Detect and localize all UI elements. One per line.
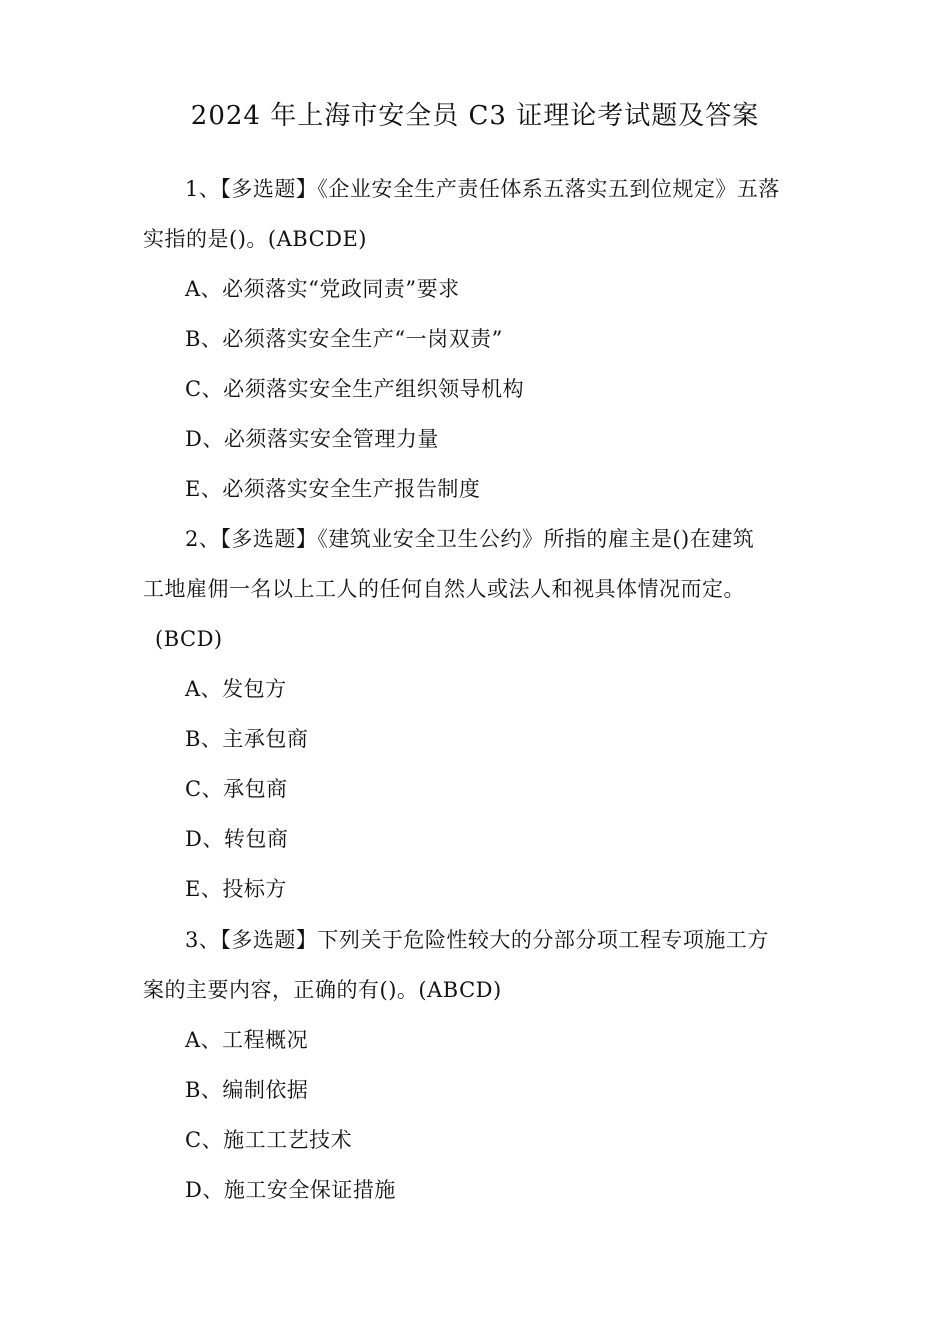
question-2-option-b: B、主承包商: [185, 727, 309, 751]
question-1-option-b: B、必须落实安全生产“一岗双责”: [185, 327, 503, 351]
question-2-line-2: 工地雇佣一名以上工人的任何自然人或法人和视具体情况而定。: [143, 577, 745, 601]
question-3-option-b: B、编制依据: [185, 1078, 309, 1102]
question-3-line-1: 3、【多选题】下列关于危险性较大的分部分项工程专项施工方: [185, 928, 769, 952]
question-3-option-c: C、施工工艺技术: [185, 1128, 353, 1152]
question-1-option-a: A、必须落实“党政同责”要求: [185, 277, 460, 301]
page-title: 2024 年上海市安全员 C3 证理论考试题及答案: [190, 101, 760, 131]
question-1-option-e: E、必须落实安全生产报告制度: [185, 477, 481, 501]
question-3-option-d: D、施工安全保证措施: [185, 1178, 396, 1202]
question-2-line-3: (BCD): [155, 627, 223, 651]
question-1-option-d: D、必须落实安全管理力量: [185, 427, 439, 451]
question-2-option-d: D、转包商: [185, 827, 289, 851]
question-1-option-c: C、必须落实安全生产组织领导机构: [185, 377, 525, 401]
question-3-line-2: 案的主要内容，正确的有()。(ABCD): [143, 978, 502, 1002]
question-2-line-1: 2、【多选题】《建筑业安全卫生公约》所指的雇主是()在建筑: [185, 527, 755, 551]
question-1-line-1: 1、【多选题】《企业安全生产责任体系五落实五到位规定》五落: [185, 177, 780, 201]
question-2-option-c: C、承包商: [185, 777, 288, 801]
question-2-option-e: E、投标方: [185, 877, 287, 901]
question-2-option-a: A、发包方: [185, 677, 287, 701]
question-1-line-2: 实指的是()。(ABCDE): [143, 227, 367, 251]
question-3-option-a: A、工程概况: [185, 1028, 309, 1052]
